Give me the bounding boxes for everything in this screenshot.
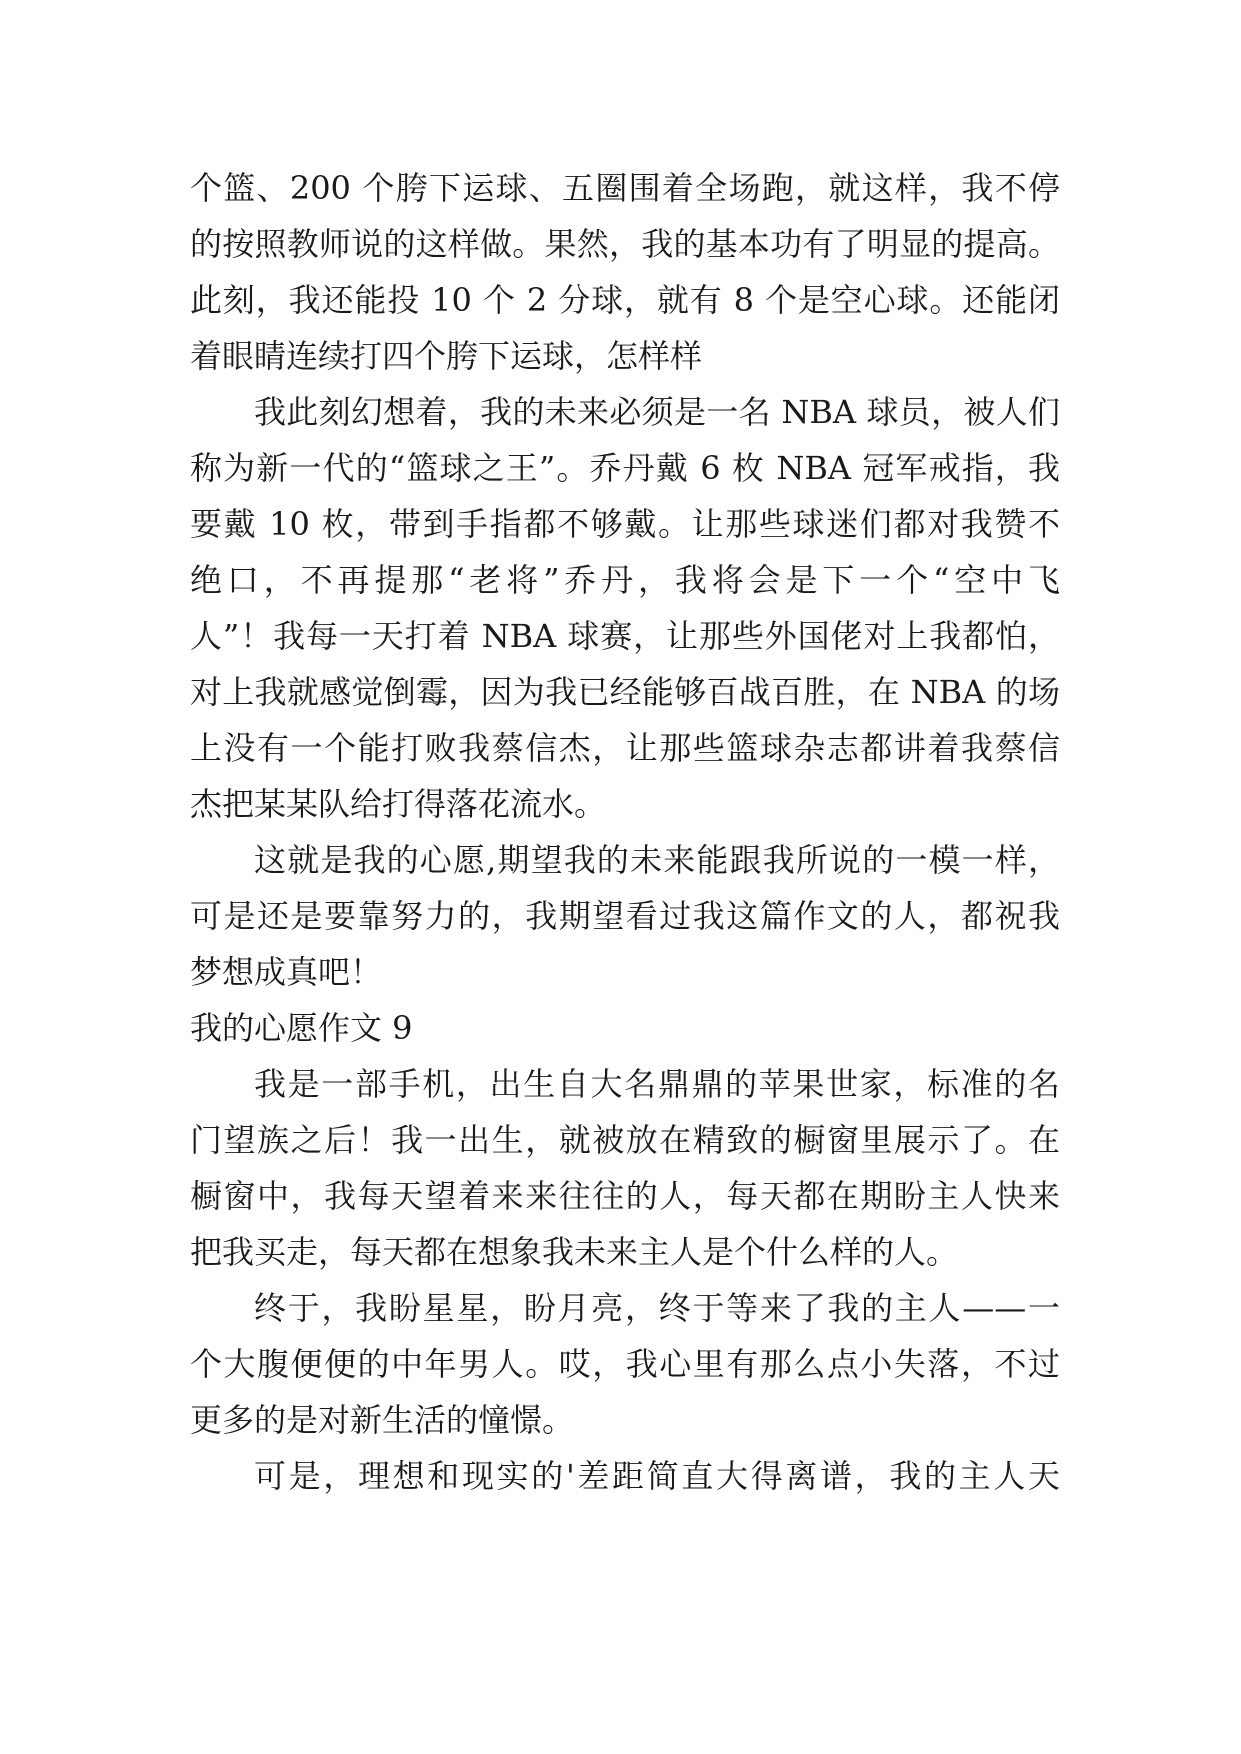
text-line: 可是，理想和现实的'差距简直大得离谱，我的主人天 [254,1457,1060,1495]
text-line: 人”！我每一天打着 NBA 球赛，让那些外国佬对上我都怕， [190,617,1060,655]
document-page [190,160,1060,1504]
text-line: 此刻，我还能投 10 个 2 分球，就有 8 个是空心球。还能闭 [190,281,1060,319]
text-line: 更多的是对新生活的憧憬。 [190,1401,575,1439]
paragraph [190,832,1060,1000]
paragraph [190,1280,1060,1448]
text-line: 的按照教师说的这样做。果然，我的基本功有了明显的提高。 [190,225,1060,263]
paragraph [190,160,1060,384]
text-line: 绝口，不再提那“老将”乔丹，我将会是下一个“空中飞 [190,561,1060,599]
text-line: 可是还是要靠努力的，我期望看过我这篇作文的人，都祝我 [190,897,1060,935]
text-line: 这就是我的心愿,期望我的未来能跟我所说的一模一样， [254,841,1060,879]
text-line: 对上我就感觉倒霉，因为我已经能够百战百胜，在 NBA 的场 [190,673,1060,711]
text-line: 把我买走，每天都在想象我未来主人是个什么样的人。 [190,1233,959,1271]
paragraph [190,1448,1060,1504]
section-heading: 我的心愿作文 9 [190,1009,413,1047]
text-line: 上没有一个能打败我蔡信杰，让那些篮球杂志都讲着我蔡信 [190,729,1060,767]
text-line: 要戴 10 枚，带到手指都不够戴。让那些球迷们都对我赞不 [190,505,1060,543]
text-line: 橱窗中，我每天望着来来往往的人，每天都在期盼主人快来 [190,1177,1060,1215]
text-line: 我是一部手机，出生自大名鼎鼎的苹果世家，标准的名 [254,1065,1060,1103]
text-line: 终于，我盼星星，盼月亮，终于等来了我的主人——一 [254,1289,1060,1327]
text-line: 个大腹便便的中年男人。哎，我心里有那么点小失落，不过 [190,1345,1060,1383]
paragraph [190,1056,1060,1280]
text-line: 称为新一代的“篮球之王”。乔丹戴 6 枚 NBA 冠军戒指，我 [190,449,1060,487]
text-line: 梦想成真吧！ [190,953,383,991]
text-line: 个篮、200 个胯下运球、五圈围着全场跑，就这样，我不停 [190,169,1060,207]
text-line: 着眼睛连续打四个胯下运球，怎样样 [190,337,703,375]
text-line: 杰把某某队给打得落花流水。 [190,785,607,823]
text-line: 我此刻幻想着，我的未来必须是一名 NBA 球员，被人们 [254,393,1060,431]
paragraph [190,384,1060,832]
text-line: 门望族之后！我一出生，就被放在精致的橱窗里展示了。在 [190,1121,1060,1159]
